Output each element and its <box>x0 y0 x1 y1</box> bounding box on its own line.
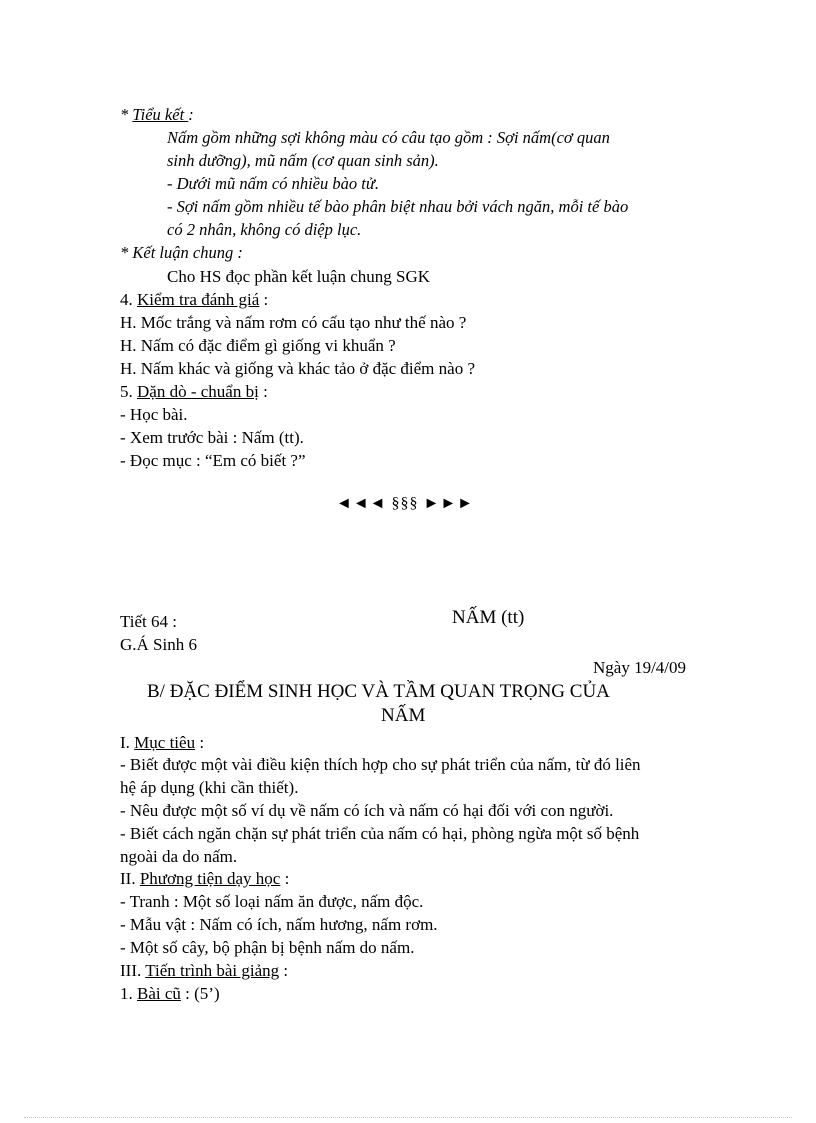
tien-trinh-label: Tiến trình bài giảng <box>145 961 280 980</box>
tieu-ket-line: sinh dưỡng), mũ nấm (cơ quan sinh sản). <box>167 151 439 170</box>
tieu-ket-prefix: * <box>120 105 133 124</box>
muc-tieu-num: I. <box>120 733 135 752</box>
dan-do-heading <box>120 381 268 403</box>
page-bottom-divider <box>24 1117 792 1118</box>
tieu-ket-label: Tiểu kết <box>132 105 189 124</box>
kiem-tra-num: 4. <box>120 290 137 309</box>
dan-do-suffix: : <box>258 382 268 401</box>
phuong-tien-heading <box>120 868 289 890</box>
phuong-tien-suffix: : <box>280 869 290 888</box>
muc-tieu-line: - Biết cách ngăn chặn sự phát triển của nấm có hại, phòng ngừa một số bệnh <box>120 824 640 843</box>
tien-trinh-num: III. <box>120 961 146 980</box>
question-item: H. Mốc trắng và nấm rơm có cấu tạo như thế nào ? <box>120 313 467 332</box>
muc-tieu-suffix: : <box>195 733 205 752</box>
bai-cu-num: 1. <box>120 984 137 1003</box>
tieu-ket-suffix: : <box>188 105 194 124</box>
bai-cu-suffix: : (5’) <box>180 984 220 1003</box>
tiet-label: Tiết 64 : <box>120 612 178 631</box>
phuong-tien-line: - Tranh : Một số loại nấm ăn được, nấm độc. <box>120 892 424 911</box>
muc-tieu-heading <box>120 732 204 754</box>
tieu-ket-line: Nấm gồm những sợi không màu có câu tạo gồm : Sợi nấm(cơ quan <box>167 128 610 147</box>
phuong-tien-line: - Mẫu vật : Nấm có ích, nấm hương, nấm rơm. <box>120 915 438 934</box>
section-heading-line1: B/ ĐẶC ĐIỂM SINH HỌC VÀ TẦM QUAN TRỌNG CỦA <box>147 681 610 702</box>
kiem-tra-heading <box>120 289 268 311</box>
date-label: Ngày 19/4/09 <box>593 658 687 677</box>
phuong-tien-label: Phương tiện dạy học <box>139 869 281 888</box>
kiem-tra-label: Kiểm tra đánh giá <box>137 290 260 309</box>
phuong-tien-line: - Một số cây, bộ phận bị bệnh nấm do nấm. <box>120 938 415 957</box>
dan-do-item: - Học bài. <box>120 405 188 424</box>
muc-tieu-line: ngoài da do nấm. <box>120 847 238 866</box>
bai-cu-label: Bài cũ <box>137 984 181 1003</box>
muc-tieu-line: - Biết được một vài điều kiện thích hợp cho sự phát triển của nấm, từ đó liên <box>120 755 641 774</box>
question-item: H. Nấm khác và giống và khác tảo ở đặc điểm nào ? <box>120 359 475 378</box>
tien-trinh-heading <box>120 960 288 982</box>
dan-do-label: Dặn dò - chuẩn bị <box>137 382 259 401</box>
class-label: G.Á Sinh 6 <box>120 635 197 654</box>
lesson-title: NẤM (tt) <box>452 607 525 628</box>
dan-do-item: - Xem trước bài : Nấm (tt). <box>120 428 304 447</box>
question-item: H. Nấm có đặc điểm gì giống vi khuẩn ? <box>120 336 396 355</box>
muc-tieu-label: Mục tiêu <box>134 733 196 752</box>
kiem-tra-suffix: : <box>259 290 269 309</box>
muc-tieu-line: hệ áp dụng (khi cần thiết). <box>120 778 299 797</box>
tieu-ket-line: - Dưới mũ nấm có nhiều bào tử. <box>167 174 379 193</box>
tien-trinh-suffix: : <box>279 961 289 980</box>
tieu-ket-heading <box>120 104 194 126</box>
bai-cu-heading <box>120 983 220 1005</box>
phuong-tien-num: II. <box>120 869 140 888</box>
dan-do-item: - Đọc mục : “Em có biết ?” <box>120 451 306 470</box>
tieu-ket-line: - Sợi nấm gồm nhiều tế bào phân biệt nhau bởi vách ngăn, mỗi tế bào <box>167 197 629 216</box>
tieu-ket-line: có 2 nhân, không có diệp lục. <box>167 220 362 239</box>
ket-luan-heading: * Kết luận chung : <box>120 243 243 262</box>
dan-do-num: 5. <box>120 382 137 401</box>
ket-luan-text: Cho HS đọc phần kết luận chung SGK <box>167 267 431 286</box>
section-heading-line2: NẤM <box>381 705 426 726</box>
section-separator: ◄◄◄ §§§ ►►► <box>336 495 475 512</box>
muc-tieu-line: - Nêu được một số ví dụ về nấm có ích và nấm có hại đối với con người. <box>120 801 614 820</box>
